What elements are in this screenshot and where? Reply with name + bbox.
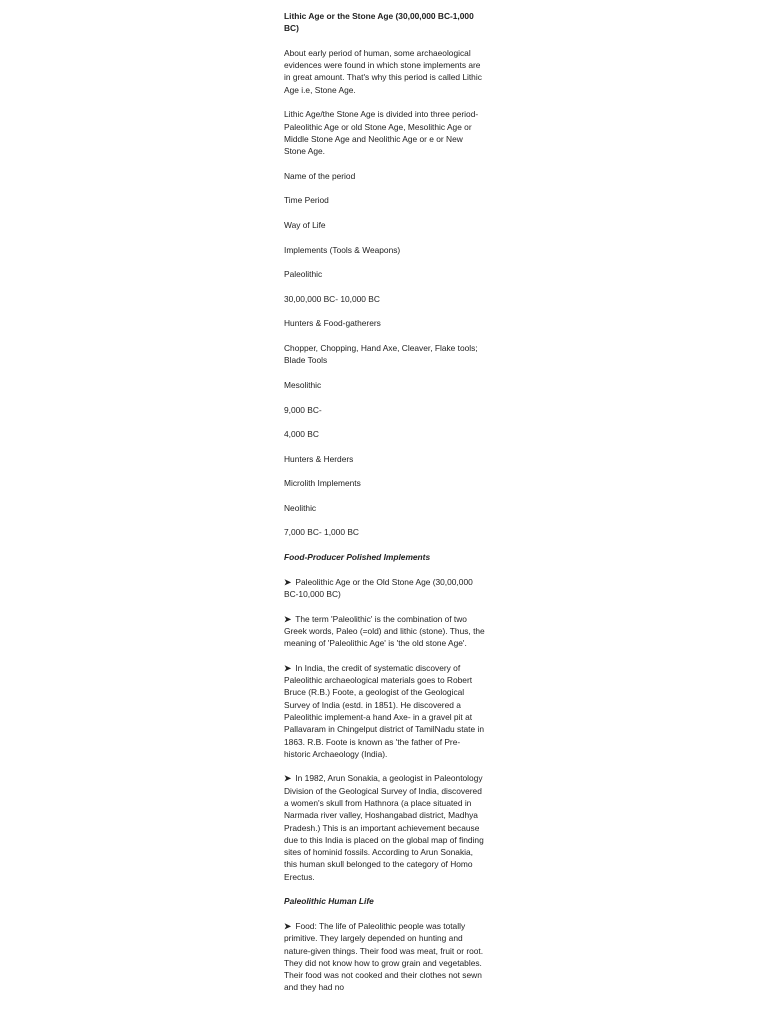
table-header-cell: Implements (Tools & Weapons) — [284, 244, 401, 255]
table-cell: Paleolithic — [284, 269, 323, 280]
bullet-text: In India, the credit of systematic discovery of Paleolithic archaeological materials goes to Robert Bruce (R.B.) Foote, a geologist of the Geological Survey of India (estd. in 1851). He discovered a Paleolithic implement-a hand Axe- in a gravel pit at Pallavaram in Chingelput district of TamilNadu state in 1863. R.B. Foote is known as 'the father of Pre-historic Archaeology (India). — [284, 662, 485, 759]
bullet-paragraph — [284, 576, 486, 601]
bullet-text: Paleolithic Age or the Old Stone Age (30,00,000 BC-10,000 BC) — [284, 576, 473, 599]
table-cell: Mesolithic — [284, 379, 322, 390]
table-cell: 9,000 BC- — [284, 404, 322, 415]
table-cell: 7,000 BC- 1,000 BC — [284, 527, 359, 538]
bullet-paragraph — [284, 613, 486, 650]
bullet-paragraph — [284, 662, 486, 760]
arrow-bullet-icon: ➤ — [284, 576, 292, 587]
bullet-text: Food: The life of Paleolithic people was totally primitive. They largely depended on hunting and nature-given things. Their food was meat, fruit or root. They did not know how to grow grain and vegetables. Their food was not cooked and their clothes not sewn and they had no — [284, 920, 484, 993]
table-cell: Hunters & Food-gatherers — [284, 318, 381, 329]
table-cell: 4,000 BC — [284, 429, 319, 440]
intro-paragraph: Lithic Age/the Stone Age is divided into three period- Paleolithic Age or old Stone Age, Mesolithic Age or Middle Stone Age and Neolithic Age or e or New Stone Age. — [284, 109, 479, 157]
table-header-cell: Time Period — [284, 195, 329, 206]
intro-paragraph: About early period of human, some archaeological evidences were found in which stone implements are in great amount. That's why this period is called Lithic Age i.e, Stone Age. — [284, 47, 482, 95]
table-cell: 30,00,000 BC- 10,000 BC — [284, 293, 380, 304]
table-cell: Microlith Implements — [284, 478, 361, 489]
subheading: Food-Producer Polished Implements — [284, 552, 431, 563]
arrow-bullet-icon: ➤ — [284, 920, 292, 931]
table-cell: Chopper, Chopping, Hand Axe, Cleaver, Flake tools; Blade Tools — [284, 343, 478, 366]
subheading: Paleolithic Human Life — [284, 896, 374, 907]
table-header-cell: Way of Life — [284, 220, 326, 231]
arrow-bullet-icon: ➤ — [284, 662, 292, 673]
table-cell: Hunters & Herders — [284, 453, 354, 464]
arrow-bullet-icon: ➤ — [284, 773, 292, 784]
bullet-text: In 1982, Arun Sonakia, a geologist in Paleontology Division of the Geological Survey of India, discovered a women's skull from Hathnora (a place situated in Narmada river valley, Hoshangabad district, Madhya Pradesh.) This is an important achievement because due to this India is placed on the global map of finding sites of hominid fossils. According to Arun Sonakia, this human skull belonged to the category of Homo Erectus. — [284, 773, 484, 882]
bullet-paragraph — [284, 772, 486, 883]
table-cell: Neolithic — [284, 502, 317, 513]
bullet-paragraph — [284, 920, 486, 994]
table-header-cell: Name of the period — [284, 170, 356, 181]
bullet-text: The term 'Paleolithic' is the combination of two Greek words, Paleo (=old) and lithic (stone). Thus, the meaning of 'Paleolithic Age' is 'the old stone Age'. — [284, 613, 485, 649]
document-title: Lithic Age or the Stone Age (30,00,000 BC-1,000 BC) — [284, 11, 474, 34]
document-body — [284, 10, 486, 1006]
arrow-bullet-icon: ➤ — [284, 613, 292, 624]
